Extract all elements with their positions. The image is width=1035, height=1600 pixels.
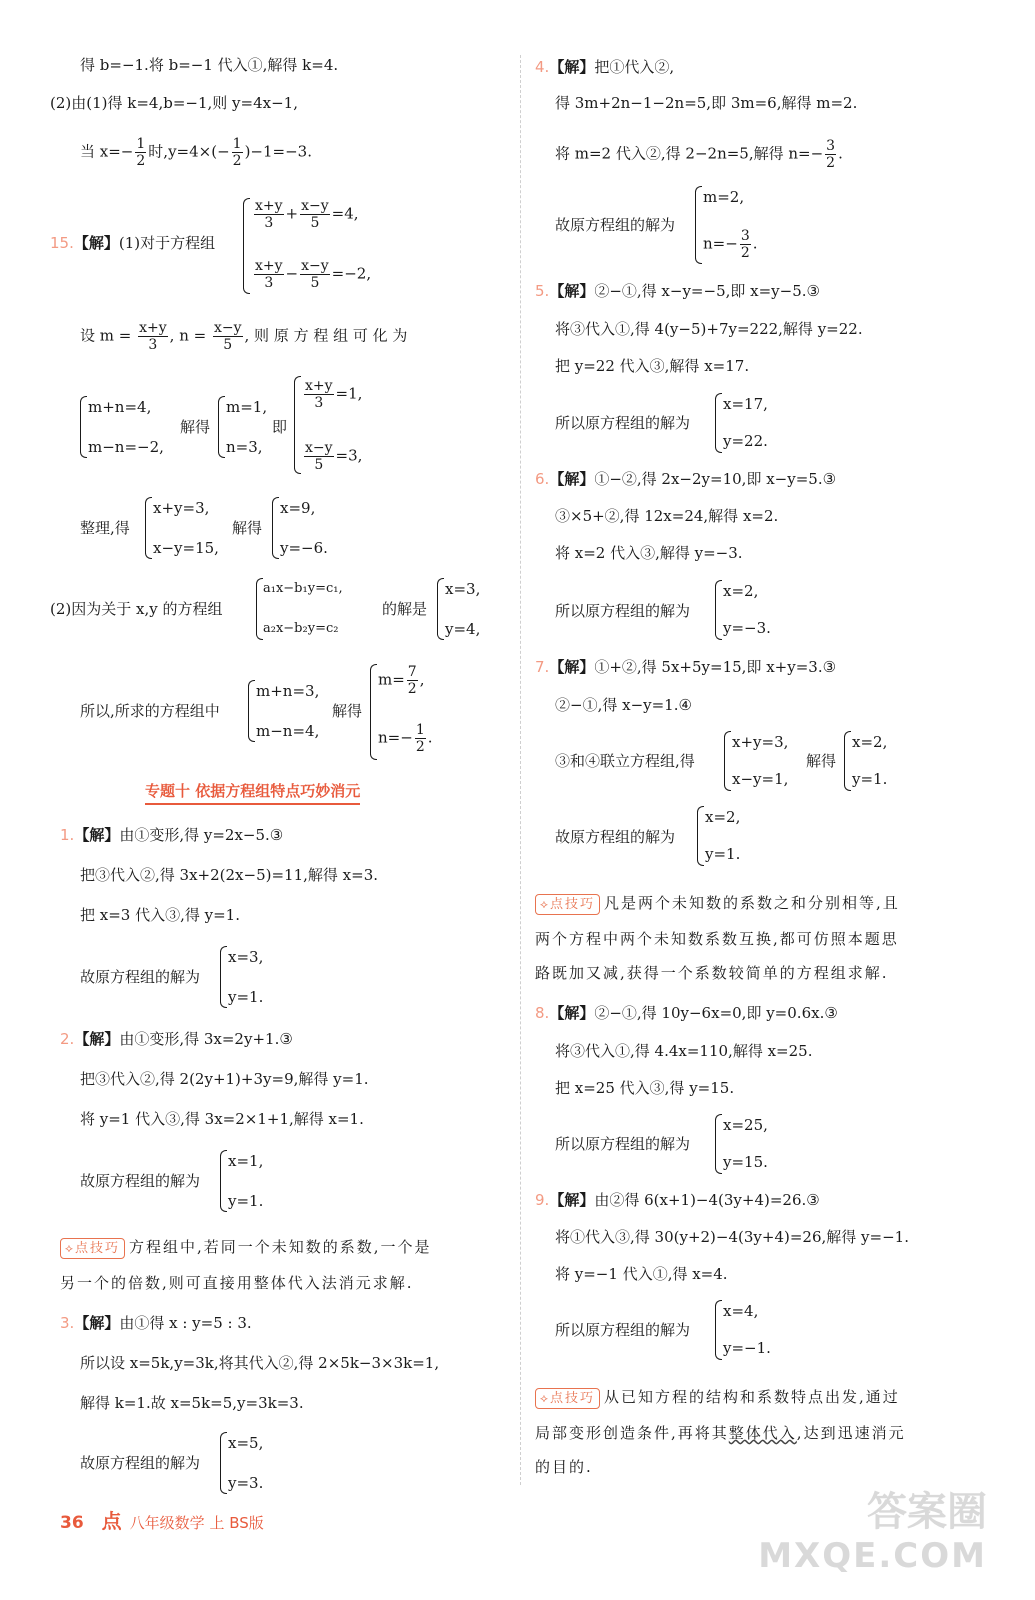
brace [248, 680, 255, 742]
answer-line: 2.【解】由①变形,得 3x=2y+1.③ [60, 1030, 293, 1048]
text: 整理,得 [80, 519, 130, 537]
answer-line: 把 x=3 代入③,得 y=1. [80, 906, 240, 924]
text-line: 当 x=− $\frac{1}{2}$ 时,y=4×(− $\frac{1}{2}$ )−1=−3. [80, 136, 312, 169]
text: 所以,所求的方程组中 [80, 702, 220, 720]
question-15-head: 15.【解】(1)对于方程组 [50, 234, 216, 252]
equation: y=3. [228, 1474, 264, 1492]
equation: n=3, [226, 438, 263, 456]
equation: $\frac{x-y}{5}$ =3, [305, 440, 363, 473]
answer-line: 将③代入①,得 4(y−5)+7y=222,解得 y=22. [555, 320, 863, 338]
answer-line: ③×5+②,得 12x=24,解得 x=2. [555, 507, 779, 525]
brace [715, 1300, 722, 1360]
answer-line: 故原方程组的解为 [555, 216, 676, 234]
answer-line: 将 y=1 代入③,得 3x=2×1+1,解得 x=1. [80, 1110, 364, 1128]
equation: n=− $\frac{3}{2}$ . [703, 228, 758, 261]
section-title: 专题十 依据方程组特点巧妙消元 [145, 780, 360, 805]
equation: y=22. [723, 432, 768, 450]
answer-line: 所以原方程组的解为 [555, 602, 691, 620]
equation: m= $\frac{7}{2}$ , [378, 664, 425, 697]
answer-line: ③和④联立方程组,得 [555, 752, 695, 770]
answer-line: 故原方程组的解为 [80, 1454, 201, 1472]
answer-line: 把③代入②,得 3x+2(2x−5)=11,解得 x=3. [80, 866, 379, 884]
tip-icon: ⟡ [540, 1391, 550, 1405]
answer-line: 将 x=2 代入③,解得 y=−3. [555, 544, 743, 562]
equation: x−y=1, [732, 770, 789, 788]
text-line: (2)由(1)得 k=4,b=−1,则 y=4x−1, [50, 94, 298, 112]
page-number: 36 [60, 1513, 84, 1533]
equation: m+n=3, [256, 682, 320, 700]
tip-text: 的目的. [535, 1458, 593, 1476]
equation: y=1. [852, 770, 888, 788]
tip-text: 局部变形创造条件,再将其整体代入,达到迅速消元 [535, 1424, 906, 1442]
equation: m−n=4, [256, 722, 320, 740]
tip-text: 另一个的倍数,则可直接用整体代入法消元求解. [60, 1274, 414, 1292]
equation: a₂x−b₂y=c₂ [263, 621, 339, 636]
tip-box: ⟡点技巧 凡是两个未知数的系数之和分别相等,且 [535, 892, 900, 915]
answer-line: 将 y=−1 代入①,得 x=4. [555, 1265, 728, 1283]
tip-badge: ⟡点技巧 [535, 1388, 600, 1409]
equation: $\frac{x+y}{3}$ + $\frac{x-y}{5}$ =4, [255, 198, 359, 231]
equation: x=2, [723, 582, 759, 600]
answer-line: 把 y=22 代入③,解得 x=17. [555, 357, 750, 375]
answer-line: 故原方程组的解为 [555, 828, 676, 846]
text-line: 得 b=−1.将 b=−1 代入①,解得 k=4. [80, 56, 339, 74]
equation: y=−6. [280, 539, 328, 557]
text-line: 设 m = $\frac{x+y}{3}$ , n = $\frac{x-y}{5}$ , 则 原 方 程 组 可 化 为 [80, 320, 408, 353]
text: 即 [272, 418, 288, 436]
equation: m−n=−2, [88, 438, 164, 456]
answer-line: 所以原方程组的解为 [555, 1321, 691, 1339]
text: 的解是 [382, 600, 428, 618]
equation: m=2, [703, 188, 745, 206]
brace [243, 198, 250, 294]
brace [220, 1150, 227, 1212]
equation: x=17, [723, 395, 768, 413]
answer-line: 1.【解】由①变形,得 y=2x−5.③ [60, 826, 284, 844]
equation: $\frac{x+y}{3}$ =1, [305, 378, 363, 411]
brace [220, 1432, 227, 1494]
equation: x−y=15, [153, 539, 219, 557]
brace [695, 186, 702, 264]
tip-box: ⟡点技巧 从已知方程的结构和系数特点出发,通过 [535, 1386, 900, 1409]
equation: x=3, [445, 580, 481, 598]
tip-icon: ⟡ [540, 897, 550, 911]
text: (2)因为关于 x,y 的方程组 [50, 600, 223, 618]
equation: y=1. [705, 845, 741, 863]
equation: m=1, [226, 398, 268, 416]
tip-box: ⟡点技巧 方程组中,若同一个未知数的系数,一个是 [60, 1236, 432, 1259]
equation: y=−1. [723, 1339, 771, 1357]
equation: x=2, [852, 733, 888, 751]
equation: a₁x−b₁y=c₁, [263, 581, 343, 596]
answer-line: 把 x=25 代入③,得 y=15. [555, 1079, 735, 1097]
equation: $\frac{x+y}{3}$ − $\frac{x-y}{5}$ =−2, [255, 258, 372, 291]
equation: x=5, [228, 1434, 264, 1452]
equation: x=4, [723, 1302, 759, 1320]
equation: x=2, [705, 808, 741, 826]
equation: y=4, [445, 620, 481, 638]
brace [715, 580, 722, 640]
equation: n=− $\frac{1}{2}$ . [378, 722, 433, 755]
answer-line: 把③代入②,得 2(2y+1)+3y=9,解得 y=1. [80, 1070, 369, 1088]
brace [437, 578, 444, 640]
answer-line: 9.【解】由②得 6(x+1)−4(3y+4)=26.③ [535, 1191, 820, 1209]
answer-line: 得 3m+2n−1−2n=5,即 3m=6,解得 m=2. [555, 94, 858, 112]
answer-line: 将 m=2 代入②,得 2−2n=5,解得 n=− $\frac{3}{2}$ . [555, 138, 843, 171]
answer-line: 解得 k=1.故 x=5k=5,y=3k=3. [80, 1394, 304, 1412]
tip-text: 路既加又减,获得一个系数较简单的方程组求解. [535, 964, 889, 982]
page-footer [60, 1505, 264, 1534]
watermark: 答案圈 MXQE.COM [758, 1489, 987, 1576]
brace [80, 396, 87, 458]
brace [724, 731, 731, 791]
answer-line: 故原方程组的解为 [80, 968, 201, 986]
equation: x=3, [228, 948, 264, 966]
answer-line: 5.【解】②−①,得 x−y=−5,即 x=y−5.③ [535, 282, 820, 300]
brace [294, 376, 301, 474]
equation: y=1. [228, 988, 264, 1006]
brace [256, 578, 263, 640]
brace [844, 731, 851, 791]
column-divider [520, 55, 521, 1485]
equation: y=−3. [723, 619, 771, 637]
answer-line: 6.【解】①−②,得 2x−2y=10,即 x−y=5.③ [535, 470, 837, 488]
tip-icon: ⟡ [65, 1241, 75, 1255]
equation: x+y=3, [153, 499, 210, 517]
brace [697, 806, 704, 866]
answer-line: 4.【解】把①代入②, [535, 58, 675, 76]
answer-line: 故原方程组的解为 [80, 1172, 201, 1190]
tip-badge: ⟡点技巧 [60, 1238, 125, 1259]
answer-line: 7.【解】①+②,得 5x+5y=15,即 x+y=3.③ [535, 658, 837, 676]
text: 解得 [332, 702, 363, 720]
text: 解得 [806, 752, 837, 770]
answer-line: 所以原方程组的解为 [555, 414, 691, 432]
answer-line: 将③代入①,得 4.4x=110,解得 x=25. [555, 1042, 813, 1060]
equation: x=9, [280, 499, 316, 517]
brand-logo: 点 [101, 1509, 122, 1533]
equation: x+y=3, [732, 733, 789, 751]
book-title: 八年级数学 上 BS版 [129, 1514, 264, 1532]
brace [220, 946, 227, 1008]
brace [272, 497, 279, 559]
question-number: 15. [50, 234, 74, 252]
equation: y=1. [228, 1192, 264, 1210]
brace [715, 1114, 722, 1174]
answer-line: 3.【解】由①得 x : y=5 : 3. [60, 1314, 252, 1332]
brace [715, 393, 722, 453]
brace [218, 396, 225, 458]
equation: x=1, [228, 1152, 264, 1170]
answer-line: 将①代入③,得 30(y+2)−4(3y+4)=26,解得 y=−1. [555, 1228, 909, 1246]
text: 解得 [180, 418, 211, 436]
answer-line: ②−①,得 x−y=1.④ [555, 696, 692, 714]
equation: x=25, [723, 1116, 768, 1134]
brace [370, 664, 377, 760]
text: 解得 [232, 519, 263, 537]
brace [145, 497, 152, 559]
equation: y=15. [723, 1153, 768, 1171]
tip-badge: ⟡点技巧 [535, 894, 600, 915]
answer-line: 所以原方程组的解为 [555, 1135, 691, 1153]
tip-text: 两个方程中两个未知数系数互换,都可仿照本题思 [535, 930, 899, 948]
answer-line: 所以设 x=5k,y=3k,将其代入②,得 2×5k−3×3k=1, [80, 1354, 440, 1372]
equation: m+n=4, [88, 398, 152, 416]
answer-line: 8.【解】②−①,得 10y−6x=0,即 y=0.6x.③ [535, 1004, 838, 1022]
